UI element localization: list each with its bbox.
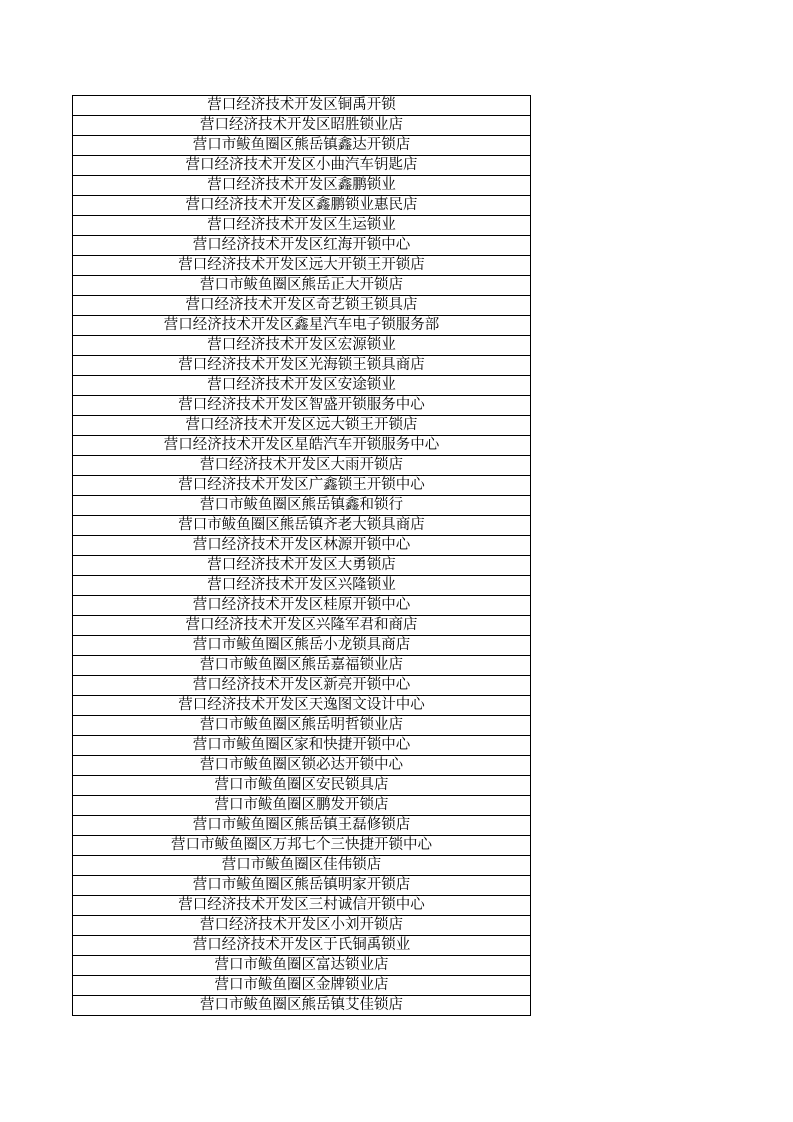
store-name-cell: 营口市鲅鱼圈区熊岳镇明家开锁店 — [73, 876, 531, 896]
table-row — [73, 516, 531, 536]
table-body — [73, 96, 531, 1016]
store-name-cell: 营口市鲅鱼圈区熊岳嘉福锁业店 — [73, 656, 531, 676]
store-name-cell: 营口经济技术开发区昭胜锁业店 — [73, 116, 531, 136]
table-row — [73, 216, 531, 236]
store-name-cell: 营口经济技术开发区广鑫锁王开锁中心 — [73, 476, 531, 496]
store-name-cell: 营口经济技术开发区远大锁王开锁店 — [73, 416, 531, 436]
store-name-cell: 营口经济技术开发区生运锁业 — [73, 216, 531, 236]
store-name-cell: 营口市鲅鱼圈区熊岳明哲锁业店 — [73, 716, 531, 736]
table-row — [73, 316, 531, 336]
store-name-cell: 营口经济技术开发区新亮开锁中心 — [73, 676, 531, 696]
store-name-cell: 营口经济技术开发区林源开锁中心 — [73, 536, 531, 556]
store-name-cell: 营口经济技术开发区智盛开锁服务中心 — [73, 396, 531, 416]
table-row — [73, 436, 531, 456]
table-row — [73, 716, 531, 736]
table-row — [73, 796, 531, 816]
table-row — [73, 756, 531, 776]
table-row — [73, 916, 531, 936]
table-row — [73, 336, 531, 356]
store-name-cell: 营口经济技术开发区鑫鹏锁业惠民店 — [73, 196, 531, 216]
store-name-cell: 营口市鲅鱼圈区熊岳正大开锁店 — [73, 276, 531, 296]
store-name-cell: 营口市鲅鱼圈区安民锁具店 — [73, 776, 531, 796]
store-name-cell: 营口经济技术开发区三村诚信开锁中心 — [73, 896, 531, 916]
store-name-cell: 营口经济技术开发区兴隆锁业 — [73, 576, 531, 596]
store-name-cell: 营口市鲅鱼圈区熊岳镇王磊修锁店 — [73, 816, 531, 836]
table-row — [73, 956, 531, 976]
table-row — [73, 376, 531, 396]
table-row — [73, 136, 531, 156]
store-name-cell: 营口经济技术开发区光海锁王锁具商店 — [73, 356, 531, 376]
table-row — [73, 596, 531, 616]
table-row — [73, 296, 531, 316]
store-name-cell: 营口市鲅鱼圈区富达锁业店 — [73, 956, 531, 976]
table-row — [73, 836, 531, 856]
table-row — [73, 736, 531, 756]
table-row — [73, 616, 531, 636]
table-row — [73, 636, 531, 656]
table-row — [73, 116, 531, 136]
table-row — [73, 896, 531, 916]
store-name-cell: 营口市鲅鱼圈区熊岳小龙锁具商店 — [73, 636, 531, 656]
table-row — [73, 936, 531, 956]
store-name-cell: 营口经济技术开发区于氏铜禹锁业 — [73, 936, 531, 956]
store-name-cell: 营口经济技术开发区铜禹开锁 — [73, 96, 531, 116]
table-row — [73, 476, 531, 496]
store-name-cell: 营口市鲅鱼圈区熊岳镇齐老大锁具商店 — [73, 516, 531, 536]
store-name-cell: 营口市鲅鱼圈区家和快捷开锁中心 — [73, 736, 531, 756]
table-row — [73, 456, 531, 476]
table-row — [73, 656, 531, 676]
store-name-cell: 营口经济技术开发区远大开锁王开锁店 — [73, 256, 531, 276]
store-name-cell: 营口市鲅鱼圈区熊岳镇鑫达开锁店 — [73, 136, 531, 156]
store-name-cell: 营口市鲅鱼圈区鹏发开锁店 — [73, 796, 531, 816]
store-name-cell: 营口经济技术开发区红海开锁中心 — [73, 236, 531, 256]
table-row — [73, 196, 531, 216]
store-name-cell: 营口经济技术开发区安途锁业 — [73, 376, 531, 396]
store-name-cell: 营口市鲅鱼圈区锁必达开锁中心 — [73, 756, 531, 776]
table-row — [73, 396, 531, 416]
table-row — [73, 416, 531, 436]
table-row — [73, 576, 531, 596]
store-name-cell: 营口经济技术开发区兴隆军君和商店 — [73, 616, 531, 636]
table-row — [73, 776, 531, 796]
store-name-cell: 营口经济技术开发区小曲汽车钥匙店 — [73, 156, 531, 176]
table-row — [73, 976, 531, 996]
store-name-cell: 营口经济技术开发区天逸图文设计中心 — [73, 696, 531, 716]
table-row — [73, 176, 531, 196]
table-row — [73, 276, 531, 296]
table-row — [73, 256, 531, 276]
table-row — [73, 876, 531, 896]
store-name-cell: 营口经济技术开发区奇艺锁王锁具店 — [73, 296, 531, 316]
table-row — [73, 156, 531, 176]
table-row — [73, 816, 531, 836]
store-name-cell: 营口经济技术开发区小刘开锁店 — [73, 916, 531, 936]
table-row — [73, 356, 531, 376]
table-row — [73, 696, 531, 716]
store-name-cell: 营口市鲅鱼圈区熊岳镇艾佳锁店 — [73, 996, 531, 1016]
store-name-cell: 营口市鲅鱼圈区佳伟锁店 — [73, 856, 531, 876]
table-row — [73, 96, 531, 116]
store-name-cell: 营口经济技术开发区大勇锁店 — [73, 556, 531, 576]
table-row — [73, 856, 531, 876]
table-row — [73, 676, 531, 696]
store-list-table — [72, 95, 531, 1016]
store-name-cell: 营口经济技术开发区宏源锁业 — [73, 336, 531, 356]
store-name-cell: 营口经济技术开发区桂原开锁中心 — [73, 596, 531, 616]
store-name-cell: 营口市鲅鱼圈区金牌锁业店 — [73, 976, 531, 996]
store-name-cell: 营口市鲅鱼圈区熊岳镇鑫和锁行 — [73, 496, 531, 516]
store-name-cell: 营口经济技术开发区星皓汽车开锁服务中心 — [73, 436, 531, 456]
table-row — [73, 556, 531, 576]
table-row — [73, 496, 531, 516]
table-row — [73, 536, 531, 556]
store-name-cell: 营口经济技术开发区鑫星汽车电子锁服务部 — [73, 316, 531, 336]
table-row — [73, 236, 531, 256]
table-row — [73, 996, 531, 1016]
store-name-cell: 营口经济技术开发区大雨开锁店 — [73, 456, 531, 476]
store-name-cell: 营口经济技术开发区鑫鹏锁业 — [73, 176, 531, 196]
store-name-cell: 营口市鲅鱼圈区万邦七个三快捷开锁中心 — [73, 836, 531, 856]
